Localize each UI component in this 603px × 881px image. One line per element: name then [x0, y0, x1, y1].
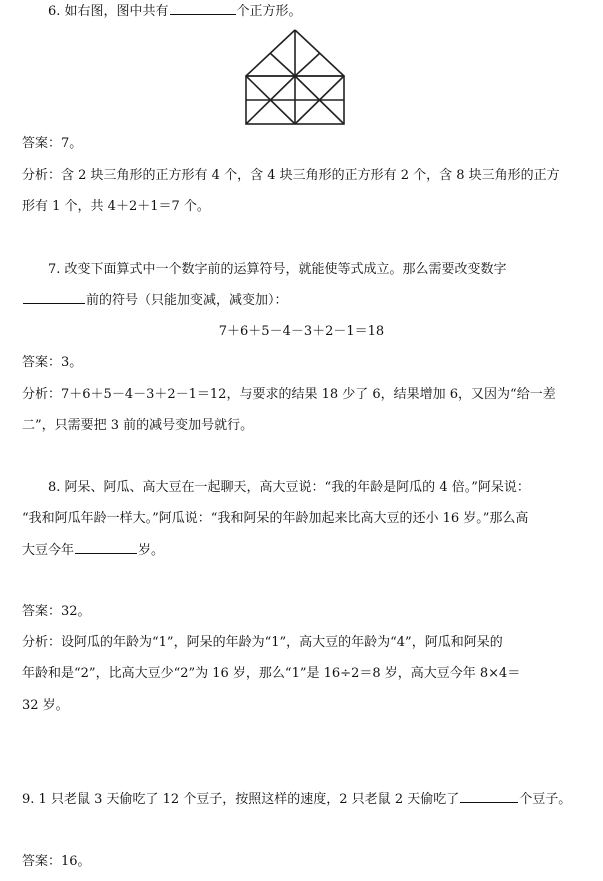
- q8-answer-blank: [75, 541, 137, 554]
- q7-answer: 答案：3。: [22, 355, 83, 370]
- q8-analysis-line1: 分析：设阿瓜的年龄为“1”，阿呆的年龄为“1”，高大豆的年龄为“4”，阿瓜和阿呆的: [22, 635, 503, 650]
- q8-analysis-line2: 年龄和是“2”，比高大豆少“2”为 16 岁，那么“1”是 16÷2＝8 岁，高大豆今年 8×4＝: [22, 666, 521, 681]
- q7-stem-line1: 7. 改变下面算式中一个数字前的运算符号，就能使等式成立。那么需要改变数字: [48, 262, 507, 277]
- roof-inner-left: [270, 53, 295, 76]
- q7-equation: 7＋6＋5－4－3＋2－1＝18: [218, 324, 385, 339]
- q7-analysis-line1: 分析：7＋6＋5－4－3＋2－1＝12，与要求的结果 18 少了 6，结果增加 6，又因为“给一差: [22, 387, 556, 402]
- q8-answer: 答案：32。: [22, 604, 91, 619]
- q6-stem: [48, 2, 302, 21]
- q6-analysis-line2: 形有 1 个，共 4＋2＋1＝7 个。: [22, 199, 210, 214]
- q6-stem-pre: 6. 如右图，图中共有: [48, 4, 169, 19]
- q9-stem-post: 个豆子。: [519, 792, 572, 807]
- q8-stem-line1: 8. 阿呆、阿瓜、高大豆在一起聊天，高大豆说：“我的年龄是阿瓜的 4 倍。”阿呆说：: [48, 480, 530, 495]
- q6-stem-post: 个正方形。: [236, 4, 302, 19]
- q9-answer-blank: [460, 790, 518, 803]
- q6-answer-blank: [170, 2, 236, 15]
- q8-stem-line3: [22, 541, 164, 560]
- q9-stem-pre: 9. 1 只老鼠 3 天偷吃了 12 个豆子，按照这样的速度，2 只老鼠 2 天偷吃了: [22, 792, 460, 807]
- q7-answer-blank: [23, 291, 85, 304]
- q8-stem-line3-post: 岁。: [138, 543, 165, 558]
- roof-inner-right: [295, 53, 320, 76]
- q7-stem-line2-post: 前的符号（只能加变减，减变加）：: [86, 293, 288, 308]
- q9-stem: [22, 790, 571, 809]
- figure-lines: [246, 30, 344, 124]
- q8-analysis-line3: 32 岁。: [22, 698, 69, 713]
- q6-square-figure: [245, 29, 347, 127]
- q7-analysis-line2: 二”，只需要把 3 前的减号变加号就行。: [22, 418, 254, 433]
- q6-analysis-line1: 分析：含 2 块三角形的正方形有 4 个，含 4 块三角形的正方形有 2 个，含 8 块三角形的正方: [22, 168, 560, 183]
- q7-stem-line2: [22, 291, 288, 310]
- q8-stem-line3-pre: 大豆今年: [22, 543, 75, 558]
- q9-answer: 答案：16。: [22, 854, 91, 869]
- q8-stem-line2: “我和阿瓜年龄一样大。”阿瓜说：“我和阿呆的年龄加起来比高大豆的还小 16 岁。”那么高: [22, 511, 529, 526]
- q6-answer: 答案：7。: [22, 136, 83, 151]
